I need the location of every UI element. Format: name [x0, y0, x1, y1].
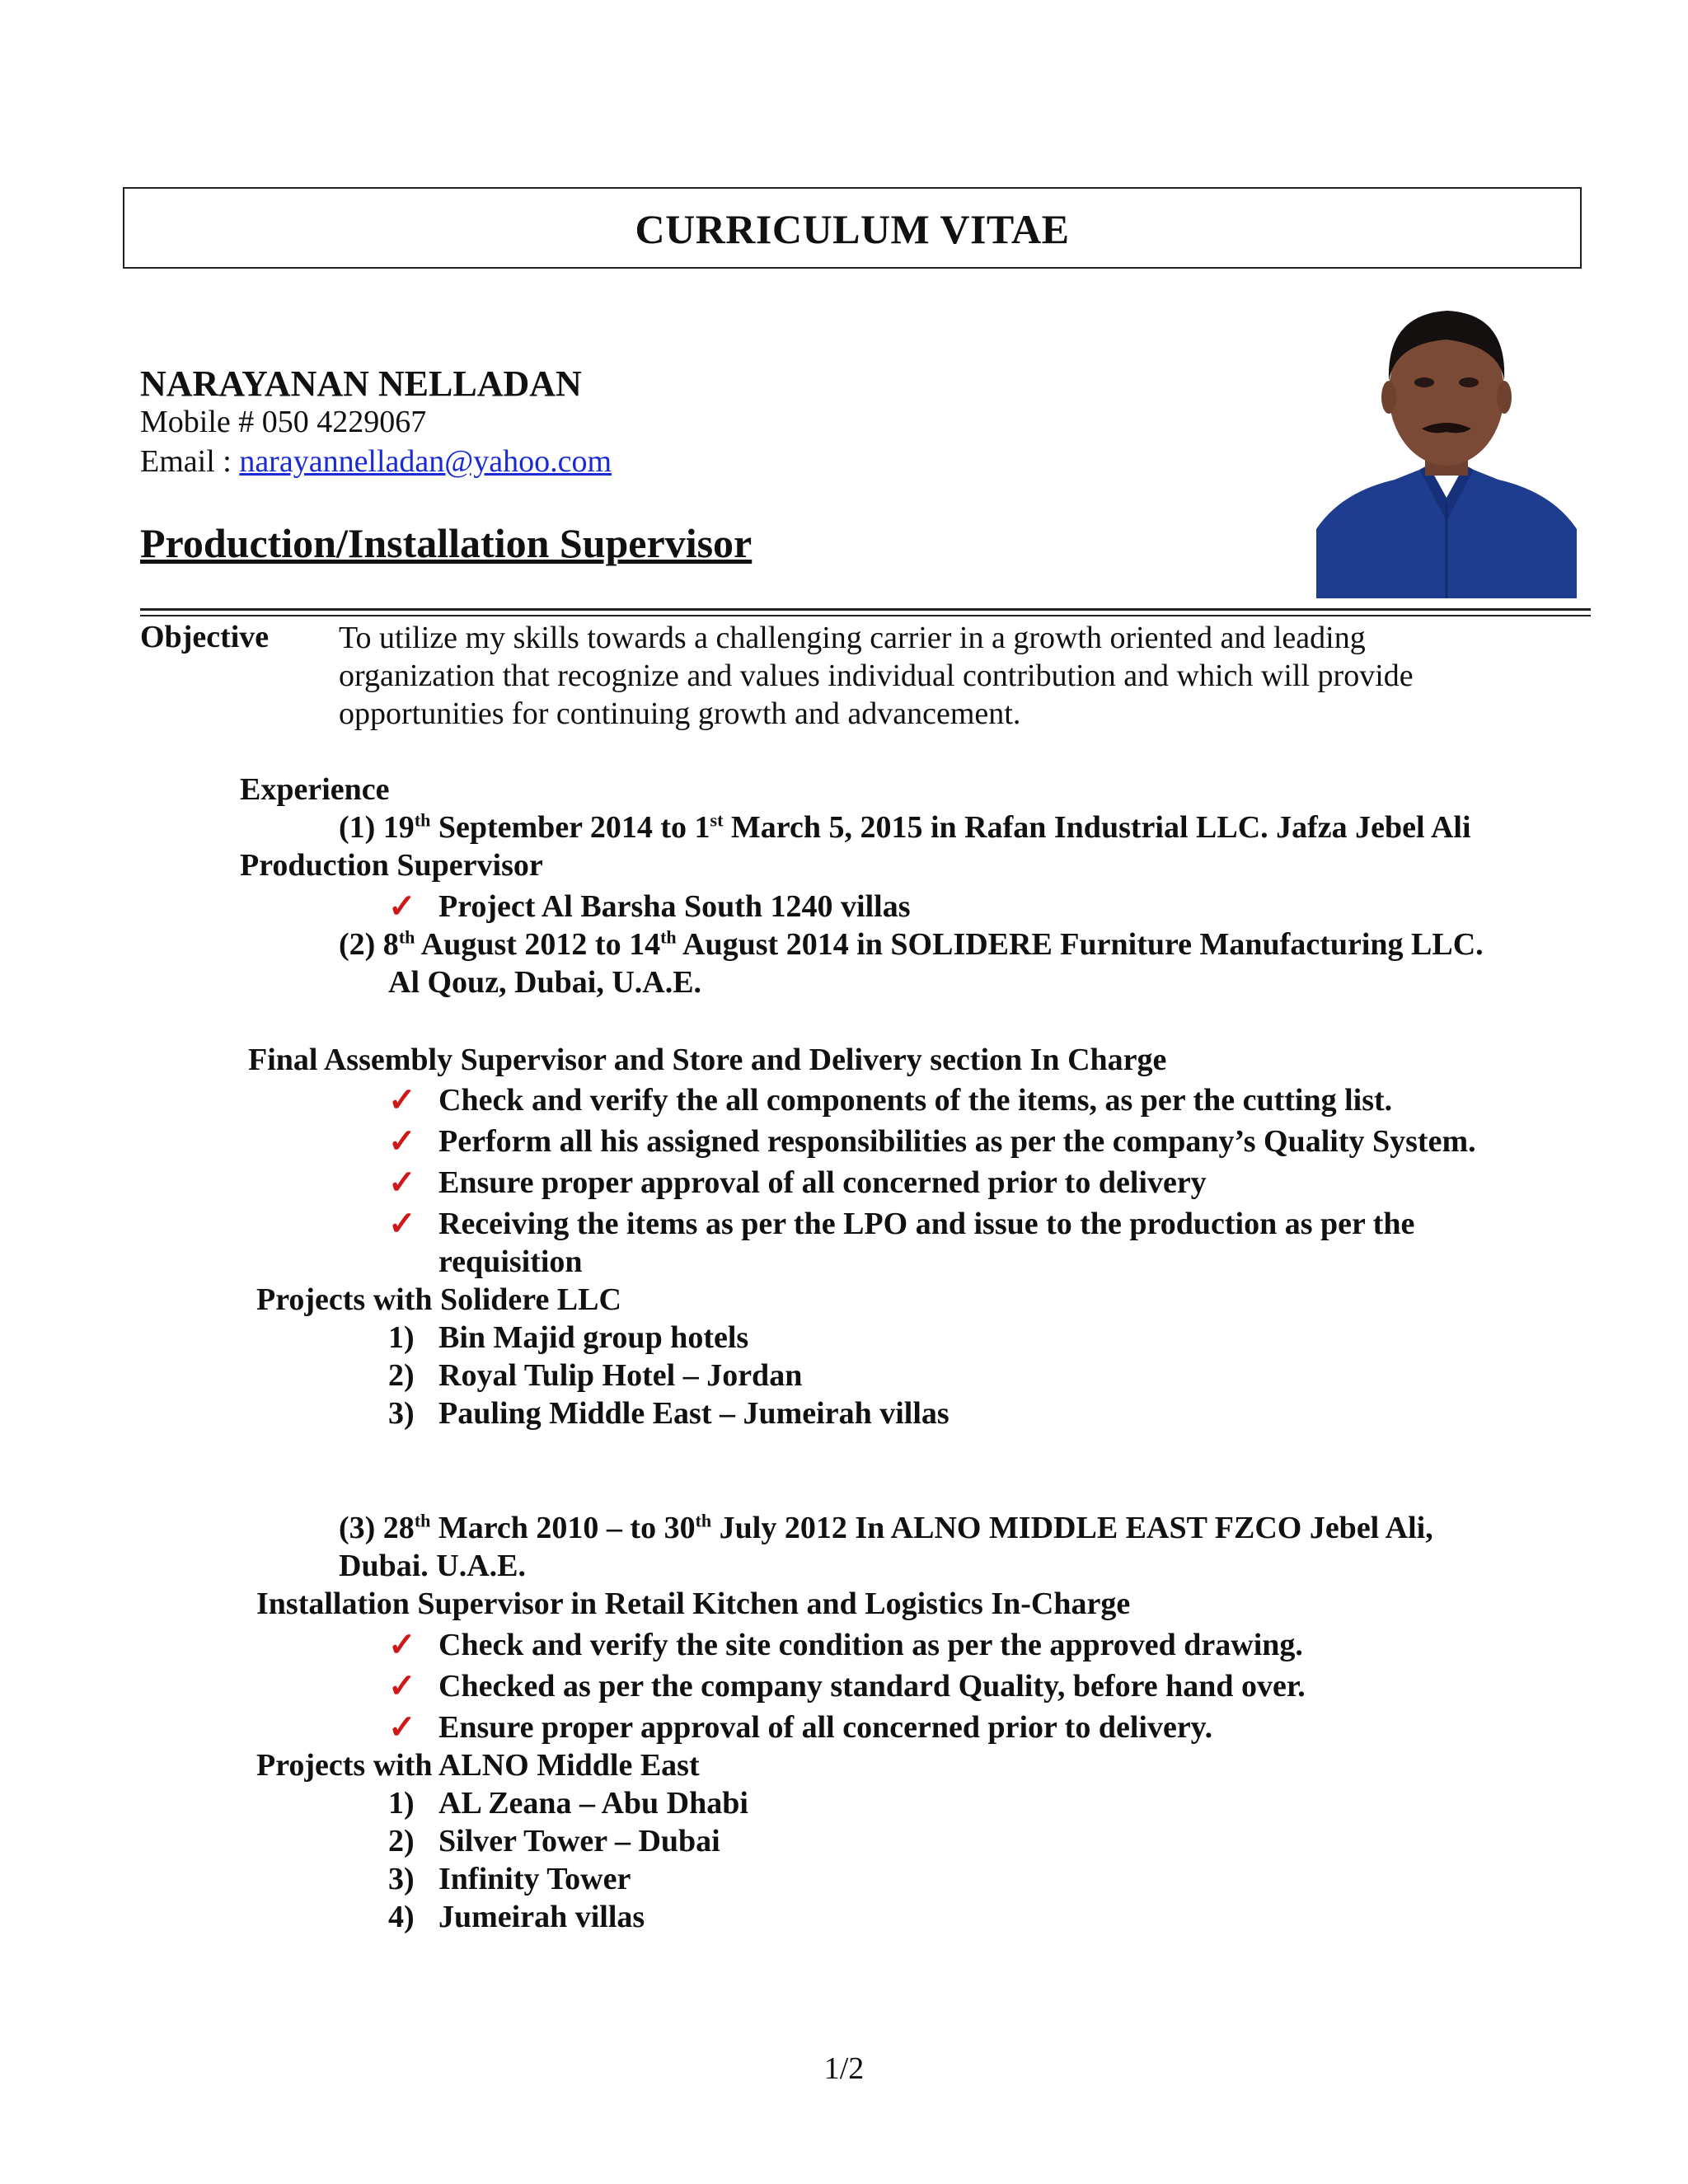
list-item: Royal Tulip Hotel – Jordan: [438, 1358, 803, 1393]
check-icon: ✓: [388, 1626, 416, 1663]
job2-bullet-4: Receiving the items as per the LPO and issue to the production as per the: [438, 1207, 1415, 1241]
objective-label: Objective: [140, 620, 270, 654]
list-item: Bin Majid group hotels: [438, 1320, 749, 1355]
experience-heading: Experience: [240, 772, 390, 807]
check-icon: ✓: [388, 1081, 416, 1118]
list-item-number: 4): [388, 1900, 415, 1934]
list-item-number: 2): [388, 1358, 415, 1393]
email-link[interactable]: narayannelladan@yahoo.com: [239, 444, 612, 479]
objective-text: To utilize my skills towards a challenging carrier in a growth oriented and leading organization that recognize and values individual contribution and which will provide opportunities for continuing growth and advancement.: [339, 621, 1414, 731]
check-icon: ✓: [388, 1122, 416, 1160]
job2-location: Al Qouz, Dubai, U.A.E.: [388, 965, 702, 1000]
profile-photo: [1316, 282, 1577, 598]
job2-position: Final Assembly Supervisor and Store and Delivery section In Charge: [248, 1043, 1167, 1077]
list-item-number: 1): [388, 1786, 415, 1821]
job2-title-line: (2) 8th August 2012 to 14th August 2014 in SOLIDERE Furniture Manufacturing LLC.: [339, 926, 1484, 962]
check-icon: ✓: [388, 1667, 416, 1704]
mobile-number: Mobile # 050 4229067: [140, 405, 427, 439]
list-item: Jumeirah villas: [438, 1900, 645, 1934]
portrait-image: [1316, 282, 1577, 598]
list-item: AL Zeana – Abu Dhabi: [438, 1786, 748, 1821]
section-divider-top: [140, 608, 1591, 611]
job2-bullet-3: Ensure proper approval of all concerned prior to delivery: [438, 1165, 1207, 1200]
job2-projects-heading: Projects with Solidere LLC: [256, 1282, 621, 1317]
email-label: Email :: [140, 444, 240, 479]
page-number: 1/2: [823, 2051, 865, 2086]
role-title: Production/Installation Supervisor: [140, 520, 753, 566]
job1-title-line: (1) 19th September 2014 to 1st March 5, 2015 in Rafan Industrial LLC. Jafza Jebel Ali: [339, 809, 1471, 845]
title-box: [123, 187, 1582, 269]
job2-bullet-2: Perform all his assigned responsibilities as per the company’s Quality System.: [438, 1124, 1476, 1159]
check-icon: ✓: [388, 1708, 416, 1746]
list-item-number: 3): [388, 1862, 415, 1896]
section-divider-bottom: [140, 615, 1591, 616]
email-line: [140, 443, 612, 480]
job3-projects-heading: Projects with ALNO Middle East: [256, 1748, 700, 1783]
list-item: Infinity Tower: [438, 1862, 631, 1896]
person-name: NARAYANAN NELLADAN: [140, 363, 582, 404]
job3-bullet-1: Check and verify the site condition as per the approved drawing.: [438, 1628, 1303, 1662]
list-item-number: 3): [388, 1396, 415, 1431]
page-title: CURRICULUM VITAE: [635, 206, 1070, 252]
job1-position: Production Supervisor: [240, 848, 543, 883]
job2-bullet-4-cont: requisition: [438, 1244, 583, 1279]
job3-location: Dubai. U.A.E.: [339, 1549, 526, 1583]
job3-position: Installation Supervisor in Retail Kitchen and Logistics In-Charge: [256, 1586, 1131, 1621]
job3-bullet-3: Ensure proper approval of all concerned prior to delivery.: [438, 1710, 1213, 1745]
check-icon: ✓: [388, 1205, 416, 1242]
check-icon: ✓: [388, 888, 416, 925]
list-item: Pauling Middle East – Jumeirah villas: [438, 1396, 950, 1431]
job3-title-line: (3) 28th March 2010 – to 30th July 2012 In ALNO MIDDLE EAST FZCO Jebel Ali,: [339, 1510, 1433, 1545]
job3-bullet-2: Checked as per the company standard Quality, before hand over.: [438, 1669, 1306, 1704]
list-item: Silver Tower – Dubai: [438, 1824, 720, 1858]
job1-bullet-1: Project Al Barsha South 1240 villas: [438, 889, 911, 924]
job2-bullet-1: Check and verify the all components of the items, as per the cutting list.: [438, 1083, 1393, 1118]
list-item-number: 2): [388, 1824, 415, 1858]
check-icon: ✓: [388, 1164, 416, 1201]
list-item-number: 1): [388, 1320, 415, 1355]
